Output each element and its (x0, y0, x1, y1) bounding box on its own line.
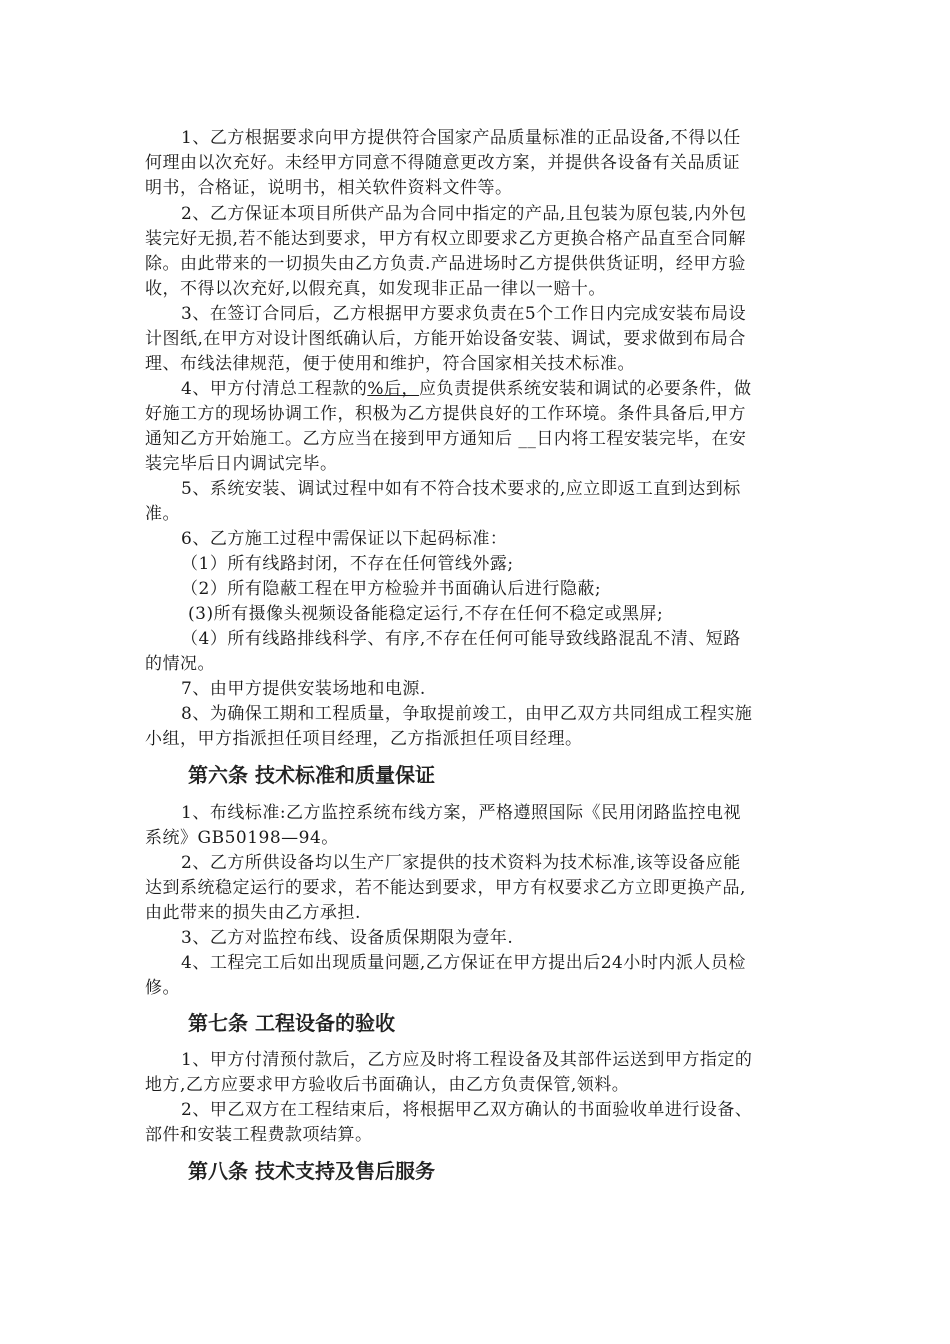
paragraph-line: （2）所有隐蔽工程在甲方检验并书面确认后进行隐蔽; (181, 579, 602, 599)
paragraph-line: 修。 (145, 978, 180, 998)
paragraph-line: 通知乙方开始施工。乙方应当在接到甲方通知后 __日内将工程安装完毕，在安 (145, 429, 747, 449)
paragraph-line: 何理由以次充好。未经甲方同意不得随意更改方案，并提供各设备有关品质证 (145, 153, 740, 173)
item4-suffix: 应负责提供系统安装和调试的必要条件，做 (418, 379, 752, 399)
paragraph-line: 5、系统安装、调试过程中如有不符合技术要求的,应立即返工直到达到标 (181, 479, 741, 499)
paragraph-line: 收，不得以次充好,以假充真，如发现非正品一律以一赔十。 (145, 279, 606, 299)
paragraph-line: (3)所有摄像头视频设备能稳定运行,不存在任何不稳定或黑屏; (188, 604, 664, 624)
paragraph-line: 好施工方的现场协调工作，积极为乙方提供良好的工作环境。条件具备后,甲方 (145, 404, 746, 424)
paragraph-line: 计图纸,在甲方对设计图纸确认后，方能开始设备安装、调试，要求做到布局合 (145, 329, 746, 349)
section-title-8: 第八条 技术支持及售后服务 (188, 1159, 435, 1183)
paragraph-line: 1、甲方付清预付款后，乙方应及时将工程设备及其部件运送到甲方指定的 (181, 1050, 753, 1070)
paragraph-line: 系统》GB50198—94。 (145, 828, 339, 848)
paragraph-line: 7、由甲方提供安装场地和电源. (181, 679, 426, 699)
paragraph-line: 明书，合格证，说明书，相关软件资料文件等。 (145, 178, 513, 198)
paragraph-line: 2、甲乙双方在工程结束后，将根据甲乙双方确认的书面验收单进行设备、 (181, 1100, 753, 1120)
paragraph-line: 3、在签订合同后，乙方根据甲方要求负责在5个工作日内完成安装布局设 (181, 304, 747, 324)
paragraph-line: 1、乙方根据要求向甲方提供符合国家产品质量标准的正品设备,不得以任 (181, 128, 741, 148)
item4-prefix: 4、甲方付清总工程款的 (181, 379, 368, 399)
paragraph-line (181, 377, 751, 401)
paragraph-line: 装完好无损,若不能达到要求，甲方有权立即要求乙方更换合格产品直至合同解 (145, 229, 746, 249)
paragraph-line: 除。由此带来的一切损失由乙方负责.产品进场时乙方提供供货证明，经甲方验 (145, 254, 746, 274)
paragraph-line: （4）所有线路排线科学、有序,不存在任何可能导致线路混乱不清、短路 (181, 629, 741, 649)
paragraph-line: 达到系统稳定运行的要求，若不能达到要求，甲方有权要求乙方立即更换产品, (145, 878, 746, 898)
paragraph-line: 理、布线法律规范，便于使用和维护，符合国家相关技术标准。 (145, 354, 635, 374)
item4-underlined: %后， (367, 379, 419, 399)
paragraph-line: 小组，甲方指派担任项目经理，乙方指派担任项目经理。 (145, 729, 583, 749)
paragraph-line: 2、乙方保证本项目所供产品为合同中指定的产品,且包装为原包装,内外包 (181, 204, 747, 224)
paragraph-line: 由此带来的损失由乙方承担. (145, 903, 361, 923)
paragraph-line: 3、乙方对监控布线、设备质保期限为壹年. (181, 928, 514, 948)
paragraph-line: 装完毕后日内调试完毕。 (145, 454, 338, 474)
paragraph-line: 部件和安装工程费款项结算。 (145, 1125, 373, 1145)
paragraph-line: 地方,乙方应要求甲方验收后书面确认，由乙方负责保管,领料。 (145, 1075, 630, 1095)
paragraph-line: 6、乙方施工过程中需保证以下起码标准： (181, 529, 508, 549)
paragraph-line: 1、布线标准:乙方监控系统布线方案，严格遵照国际《民用闭路监控电视 (181, 803, 742, 823)
paragraph-line: 准。 (145, 504, 180, 524)
paragraph-line: 2、乙方所供设备均以生产厂家提供的技术资料为技术标准,该等设备应能 (181, 853, 741, 873)
section-title-7: 第七条 工程设备的验收 (188, 1011, 395, 1035)
paragraph-line: 8、为确保工期和工程质量，争取提前竣工，由甲乙双方共同组成工程实施 (181, 704, 753, 724)
paragraph-line: （1）所有线路封闭，不存在任何管线外露; (181, 554, 514, 574)
paragraph-line: 的情况。 (145, 654, 215, 674)
section-title-6: 第六条 技术标准和质量保证 (188, 763, 435, 787)
paragraph-line: 4、工程完工后如出现质量问题,乙方保证在甲方提出后24小时内派人员检 (181, 953, 746, 973)
